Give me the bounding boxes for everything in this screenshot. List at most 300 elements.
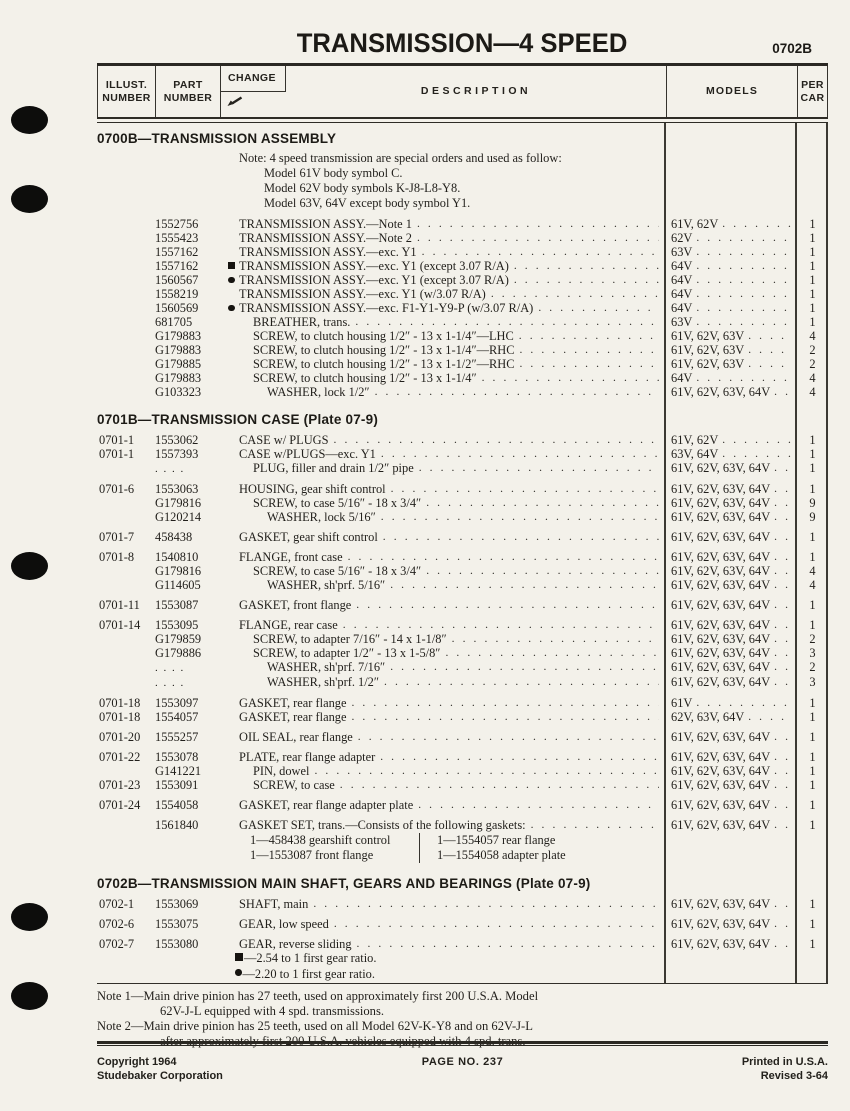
table-row: [97, 937, 828, 951]
models-cell: [666, 482, 797, 496]
models-cell: [666, 660, 797, 674]
per-car-cell: 1: [809, 245, 816, 259]
description-text: OIL SEAL, rear flange: [239, 730, 353, 744]
table-row: [97, 798, 828, 812]
description-cell: [220, 618, 666, 632]
illust-number-cell: 0702-6: [99, 917, 135, 931]
change-checkmark-icon: [226, 95, 286, 111]
per-car-cell: 1: [809, 798, 816, 812]
footer-printed: Printed in U.S.A. Revised 3-64: [741, 1056, 828, 1082]
models-cell: [666, 301, 797, 315]
note-line: Note 1—Main drive pinion has 27 teeth, used on approximately first 200 U.S.A. Model: [97, 989, 539, 1003]
rows-group: [97, 897, 828, 951]
models-text: 61V, 62V, 63V, 64V: [671, 818, 771, 832]
description-cell: [220, 696, 666, 710]
per-car-cell: 4: [809, 564, 816, 578]
per-car-cell: 1: [809, 433, 816, 447]
description-cell: [220, 287, 666, 301]
per-car-cell: 1: [809, 598, 816, 612]
dot-leader: [774, 482, 792, 496]
description-text: TRANSMISSION ASSY.—exc. Y1 (w/3.07 R/A): [239, 287, 486, 301]
footnotes: [97, 983, 828, 1049]
dot-leader: [774, 550, 792, 564]
description-text: GASKET, rear flange adapter plate: [239, 798, 414, 812]
description-text: PLATE, rear flange adapter: [239, 750, 376, 764]
dot-leader: [774, 564, 792, 578]
description-text: SHAFT, main: [239, 897, 309, 911]
illust-number-cell: 0701-24: [99, 798, 141, 812]
description-cell: [220, 675, 666, 689]
dot-leader: [774, 461, 792, 475]
illust-number-cell: 0701-6: [99, 482, 135, 496]
per-car-cell: 1: [809, 273, 816, 287]
gasket-set-right: [420, 833, 566, 863]
dot-leader: [774, 937, 792, 951]
models-text: 63V: [671, 245, 693, 259]
dot-leader: [452, 632, 659, 646]
binder-hole-icon: [11, 903, 48, 931]
models-text: 64V: [671, 371, 693, 385]
table-row: [97, 385, 828, 399]
part-number-cell: 1553097: [155, 696, 199, 710]
per-car-cell: 2: [809, 343, 816, 357]
part-number-cell: 1557393: [155, 447, 199, 461]
legend-line: [235, 951, 828, 967]
dot-leader: [358, 730, 659, 744]
part-number-cell: 1560567: [155, 273, 199, 287]
binder-hole-icon: [11, 982, 48, 1010]
dot-leader: [491, 287, 659, 301]
per-car-cell: 1: [809, 301, 816, 315]
part-number-cell: 1553095: [155, 618, 199, 632]
dot-leader: [519, 357, 659, 371]
models-text: 61V, 62V, 63V, 64V: [671, 675, 771, 689]
models-text: 63V, 64V: [671, 447, 719, 461]
dot-marker-icon: [235, 969, 242, 976]
per-car-cell: 1: [809, 461, 816, 475]
per-car-cell: 1: [809, 550, 816, 564]
part-number-cell: 1555423: [155, 231, 199, 245]
per-car-cell: 3: [809, 646, 816, 660]
description-cell: [220, 530, 666, 544]
models-text: 61V, 62V, 63V, 64V: [671, 778, 771, 792]
description-cell: [220, 818, 666, 832]
models-cell: [666, 897, 797, 911]
table-row: [97, 632, 828, 646]
part-number-cell: 1555257: [155, 730, 199, 744]
per-car-cell: 1: [809, 287, 816, 301]
footer-page-number: PAGE NO. 237: [421, 1056, 504, 1068]
models-cell: [666, 461, 797, 475]
part-number-cell: G179859: [155, 632, 202, 646]
per-car-cell: 1: [809, 259, 816, 273]
table-row: [97, 461, 828, 476]
description-cell: [220, 329, 666, 343]
part-number-cell: G114605: [155, 578, 201, 592]
dot-leader: [722, 447, 792, 461]
table-row: [97, 897, 828, 911]
per-car-cell: 4: [809, 371, 816, 385]
illust-number-cell: 0701-1: [99, 433, 135, 447]
dot-leader: [774, 578, 792, 592]
dot-leader: [538, 301, 659, 315]
description-text: SCREW, to clutch housing 1/2″ - 13 x 1-1/2″—RHC: [253, 357, 515, 371]
part-number-cell: G179816: [155, 496, 202, 510]
dot-leader: [696, 287, 792, 301]
table-row: [97, 750, 828, 764]
per-car-cell: 4: [809, 385, 816, 399]
models-text: 61V, 62V, 63V, 64V: [671, 764, 771, 778]
dot-leader: [696, 696, 792, 710]
models-text: 61V, 62V, 63V, 64V: [671, 510, 771, 524]
part-number-cell: 1540810: [155, 550, 199, 564]
models-text: 61V, 62V, 63V: [671, 343, 745, 357]
column-header-change: CHANGE: [220, 66, 286, 117]
dot-leader: [514, 259, 659, 273]
table-row: [97, 245, 828, 259]
table-row: [97, 343, 828, 357]
description-text: PIN, dowel: [253, 764, 310, 778]
section-note-model: Model 62V body symbols K-J8-L8-Y8.: [264, 181, 461, 195]
table-row: [97, 646, 828, 660]
models-cell: [666, 937, 797, 951]
models-cell: [666, 371, 797, 385]
column-header-description: DESCRIPTION: [420, 85, 532, 98]
models-text: 61V, 62V, 63V, 64V: [671, 897, 771, 911]
dot-leader: [383, 530, 659, 544]
dot-leader: [696, 245, 792, 259]
models-cell: [666, 764, 797, 778]
description-cell: [220, 301, 666, 315]
models-cell: [666, 750, 797, 764]
dot-leader: [774, 496, 792, 510]
models-text: 61V, 62V, 63V, 64V: [671, 578, 771, 592]
part-number-cell: 1561840: [155, 818, 199, 832]
table-row: [97, 371, 828, 385]
per-car-cell: 1: [809, 618, 816, 632]
table-row: [97, 510, 828, 524]
models-text: 61V, 62V, 63V, 64V: [671, 496, 771, 510]
models-text: 61V, 62V, 63V, 64V: [671, 937, 771, 951]
dot-leader: [422, 245, 659, 259]
per-car-cell: 1: [809, 447, 816, 461]
description-cell: [220, 578, 666, 592]
description-text: SCREW, to case: [253, 778, 335, 792]
models-text: 61V: [671, 696, 693, 710]
rows-group: [97, 433, 828, 863]
description-cell: [220, 564, 666, 578]
description-cell: [220, 764, 666, 778]
binder-hole-icon: [11, 552, 48, 580]
illust-number-cell: 0701-14: [99, 618, 141, 632]
illust-number-cell: 0701-8: [99, 550, 135, 564]
section-note-model: Model 63V, 64V except body symbol Y1.: [264, 196, 471, 210]
part-number-cell: 1553087: [155, 598, 199, 612]
dot-leader: [313, 897, 659, 911]
table-row: [97, 231, 828, 245]
models-cell: [666, 778, 797, 792]
dot-leader: [357, 937, 659, 951]
table-row: [97, 818, 828, 832]
table-row: [97, 287, 828, 301]
dot-leader: [774, 632, 792, 646]
description-text: SCREW, to case 5/16″ - 18 x 3/4″: [253, 496, 422, 510]
dot-leader: [722, 217, 792, 231]
models-text: 61V, 62V, 63V, 64V: [671, 598, 771, 612]
dot-leader: [384, 675, 659, 689]
description-cell: [220, 646, 666, 660]
dot-leader: [696, 259, 792, 273]
dot-leader: [334, 917, 659, 931]
part-number-cell: 1557162: [155, 259, 199, 273]
dot-leader: [696, 371, 792, 385]
models-cell: [666, 343, 797, 357]
description-text: WASHER, sh'prf. 7/16″: [267, 660, 386, 674]
dot-leader: [748, 343, 792, 357]
per-car-cell: 4: [809, 329, 816, 343]
dot-leader: [419, 461, 659, 475]
part-number-cell: 1553091: [155, 778, 199, 792]
dot-leader: [514, 273, 659, 287]
dot-leader: [531, 818, 659, 832]
dot-leader: [774, 510, 792, 524]
dot-marker-icon: [228, 305, 235, 312]
models-text: 61V, 62V, 63V, 64V: [671, 632, 771, 646]
description-text: TRANSMISSION ASSY.—exc. Y1: [239, 245, 417, 259]
description-text: WASHER, sh'prf. 5/16″: [267, 578, 386, 592]
per-car-cell: 9: [809, 496, 816, 510]
table-row: [97, 564, 828, 578]
binder-hole-icon: [11, 106, 48, 134]
table-row: [97, 482, 828, 496]
models-text: 61V, 62V, 63V, 64V: [671, 385, 771, 399]
table-row: [97, 329, 828, 343]
models-cell: [666, 730, 797, 744]
models-text: 61V, 62V, 63V: [671, 329, 745, 343]
description-text: GASKET, front flange: [239, 598, 352, 612]
description-text: TRANSMISSION ASSY.—exc. F1-Y1-Y9-P (w/3.07 R/A): [239, 301, 534, 315]
part-number-cell: 1554058: [155, 798, 199, 812]
models-cell: [666, 696, 797, 710]
models-cell: [666, 287, 797, 301]
dot-leader: [417, 231, 659, 245]
dot-leader: [774, 818, 792, 832]
dot-leader: [314, 764, 659, 778]
models-cell: [666, 245, 797, 259]
table-row: [97, 696, 828, 710]
models-cell: [666, 818, 797, 832]
illust-number-cell: 0701-18: [99, 696, 141, 710]
models-cell: [666, 433, 797, 447]
description-text: FLANGE, front case: [239, 550, 343, 564]
models-cell: [666, 510, 797, 524]
part-number-cell: 1553063: [155, 482, 199, 496]
description-cell: [220, 343, 666, 357]
table-row: [97, 315, 828, 329]
table-row: [97, 217, 828, 231]
per-car-cell: 1: [809, 217, 816, 231]
description-text: SCREW, to adapter 1/2″ - 13 x 1-5/8″: [253, 646, 441, 660]
per-car-cell: 1: [809, 937, 816, 951]
models-text: 61V, 62V, 63V, 64V: [671, 530, 771, 544]
dot-leader: [519, 343, 659, 357]
description-text: HOUSING, gear shift control: [239, 482, 386, 496]
per-car-cell: 1: [809, 315, 816, 329]
description-cell: [220, 598, 666, 612]
dot-leader: [748, 357, 792, 371]
models-text: 61V, 62V, 63V, 64V: [671, 482, 771, 496]
square-marker-icon: [235, 953, 243, 961]
models-cell: [666, 530, 797, 544]
bottom-double-rule: [97, 1041, 828, 1046]
per-car-cell: 2: [809, 632, 816, 646]
description-cell: [220, 433, 666, 447]
dot-leader: [774, 660, 792, 674]
dot-leader: [696, 273, 792, 287]
per-car-cell: 4: [809, 578, 816, 592]
dot-leader: [445, 646, 659, 660]
per-car-cell: 1: [809, 764, 816, 778]
dot-leader: [774, 798, 792, 812]
dot-leader: [774, 385, 792, 399]
column-header-per-car: PER CAR: [797, 66, 828, 117]
description-cell: [220, 461, 666, 475]
dot-leader: [348, 550, 659, 564]
legend-line: [235, 967, 828, 983]
description-text: SCREW, to clutch housing 1/2″ - 13 x 1-1/4″: [253, 371, 477, 385]
description-text: SCREW, to clutch housing 1/2″ - 13 x 1-1/4″—LHC: [253, 329, 514, 343]
note-line: after approximately first 200 U.S.A. vehicles equipped with 4 spd. trans.: [160, 1034, 526, 1048]
models-cell: [666, 917, 797, 931]
part-number-cell: 1553078: [155, 750, 199, 764]
per-car-cell: 1: [809, 696, 816, 710]
per-car-cell: 1: [809, 710, 816, 724]
models-text: 63V: [671, 315, 693, 329]
description-cell: [220, 496, 666, 510]
part-number-cell: . . . .: [155, 677, 185, 689]
description-text: CASE w/ PLUGS: [239, 433, 329, 447]
page-code: 0702B: [772, 41, 812, 56]
dot-marker-icon: [228, 277, 235, 284]
description-cell: [220, 660, 666, 674]
models-text: 61V, 62V, 63V: [671, 357, 745, 371]
models-text: 61V, 62V, 63V, 64V: [671, 618, 771, 632]
description-text: GASKET, gear shift control: [239, 530, 378, 544]
dot-leader: [774, 764, 792, 778]
part-number-cell: . . . .: [155, 662, 185, 674]
models-text: 64V: [671, 287, 693, 301]
dot-leader: [774, 598, 792, 612]
dot-leader: [774, 778, 792, 792]
dot-leader: [390, 578, 659, 592]
part-number-cell: G120214: [155, 510, 202, 524]
models-cell: [666, 231, 797, 245]
part-number-cell: . . . .: [155, 463, 185, 475]
per-car-cell: 1: [809, 917, 816, 931]
part-number-cell: G179883: [155, 329, 202, 343]
table-row: [97, 433, 828, 447]
legend-text: —2.20 to 1 first gear ratio.: [242, 966, 375, 981]
dot-leader: [774, 675, 792, 689]
parts-section: [97, 412, 828, 863]
part-number-cell: 458438: [155, 530, 193, 544]
dot-leader: [418, 798, 659, 812]
gasket-item: 1—458438 gearshift control: [250, 833, 391, 847]
models-cell: [666, 550, 797, 564]
description-cell: [220, 217, 666, 231]
models-text: 64V: [671, 301, 693, 315]
per-car-cell: 1: [809, 530, 816, 544]
dot-leader: [356, 598, 659, 612]
table-row: [97, 764, 828, 778]
description-cell: [220, 937, 666, 951]
part-number-cell: 1553062: [155, 433, 199, 447]
part-number-cell: G179883: [155, 343, 202, 357]
illust-number-cell: 0702-1: [99, 897, 135, 911]
illust-number-cell: 0701-20: [99, 730, 141, 744]
description-text: TRANSMISSION ASSY.—Note 1: [239, 217, 412, 231]
description-cell: [220, 259, 666, 273]
dot-leader: [426, 496, 659, 510]
description-text: TRANSMISSION ASSY.—Note 2: [239, 231, 412, 245]
table-header: [97, 63, 828, 117]
description-text: GEAR, low speed: [239, 917, 329, 931]
dot-leader: [696, 231, 792, 245]
models-cell: [666, 217, 797, 231]
per-car-cell: 3: [809, 675, 816, 689]
gasket-item: 1—1554057 rear flange: [437, 833, 556, 847]
description-cell: [220, 897, 666, 911]
models-text: 61V, 62V, 63V, 64V: [671, 730, 771, 744]
models-text: 61V, 62V, 63V, 64V: [671, 550, 771, 564]
models-text: 61V, 62V, 63V, 64V: [671, 750, 771, 764]
per-car-cell: 2: [809, 357, 816, 371]
note-line: Note 2—Main drive pinion has 25 teeth, used on all Model 62V-K-Y8 and on 62V-J-L: [97, 1019, 533, 1033]
table-row: [97, 660, 828, 675]
illust-number-cell: 0701-22: [99, 750, 141, 764]
dot-leader: [417, 217, 659, 231]
description-text: SCREW, to clutch housing 1/2″ - 13 x 1-1/4″—RHC: [253, 343, 515, 357]
models-text: 61V, 62V, 63V, 64V: [671, 461, 771, 475]
description-text: GASKET, rear flange: [239, 696, 347, 710]
description-cell: [220, 798, 666, 812]
models-text: 64V: [671, 273, 693, 287]
description-cell: [220, 550, 666, 564]
table-row: [97, 675, 828, 690]
per-car-cell: 9: [809, 510, 816, 524]
dot-leader: [343, 618, 659, 632]
description-cell: [220, 917, 666, 931]
dot-leader: [391, 482, 659, 496]
gasket-set-list: [250, 833, 828, 863]
dot-leader: [774, 730, 792, 744]
models-text: 61V, 62V, 63V, 64V: [671, 917, 771, 931]
rows-group: [97, 217, 828, 399]
per-car-cell: 1: [809, 750, 816, 764]
per-car-cell: 1: [809, 897, 816, 911]
dot-leader: [334, 433, 659, 447]
description-cell: [220, 447, 666, 461]
dot-leader: [340, 778, 659, 792]
dot-leader: [351, 710, 659, 724]
description-cell: [220, 750, 666, 764]
illust-number-cell: 0701-7: [99, 530, 135, 544]
description-cell: [220, 710, 666, 724]
section-note: Note: 4 speed transmission are special orders and used as follow:: [239, 151, 562, 165]
models-text: 61V, 62V, 63V, 64V: [671, 564, 771, 578]
table-row: [97, 730, 828, 744]
section-heading: 0701B—TRANSMISSION CASE (Plate 07-9): [97, 412, 379, 427]
